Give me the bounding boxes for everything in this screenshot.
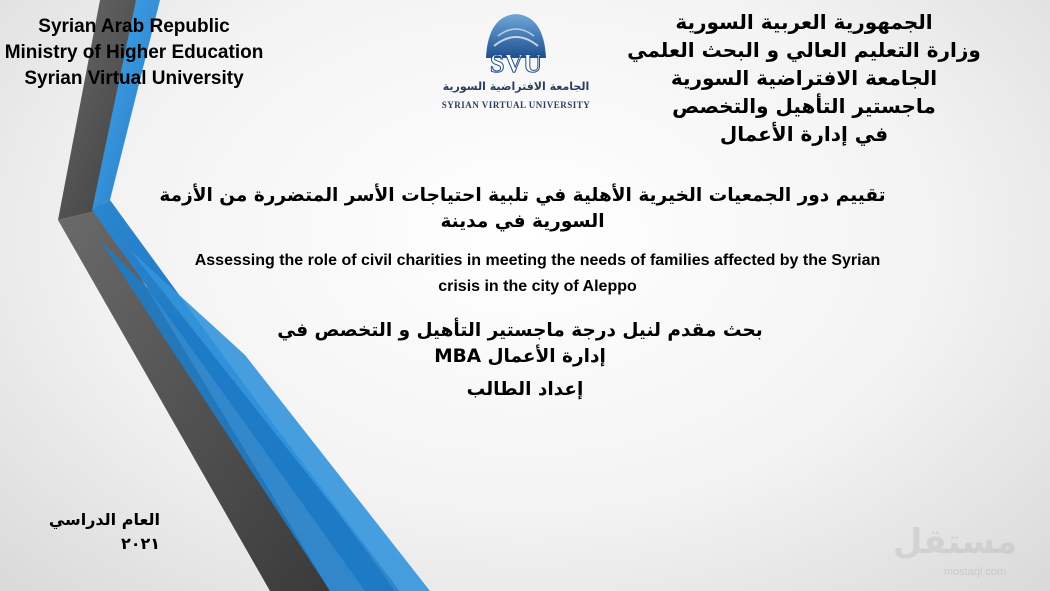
academic-year-value: ٢٠٢١ (120, 534, 160, 553)
english-header (0, 14, 268, 92)
academic-year-label: العام الدراسي (48, 510, 160, 529)
student-label: إعداد الطالب (466, 379, 584, 400)
header-university: Syrian Virtual University (24, 68, 244, 89)
university-logo (436, 6, 596, 116)
logo-name-ar: الجامعة الافتراضية السورية (442, 80, 590, 93)
header-country: Syrian Arab Republic (38, 16, 230, 37)
header-ministry: Ministry of Higher Education (4, 42, 264, 63)
degree-statement (240, 318, 800, 370)
watermark-logo: مستقل (892, 522, 1018, 562)
header-ar-field: في إدارة الأعمال (719, 122, 889, 146)
thesis-title-en: Assessing the role of civil charities in meeting the needs of families affected by the Syrian crisis in the city of Aleppo (194, 252, 881, 295)
degree-line-1: بحث مقدم لنيل درجة ماجستير التأهيل و التخصص في (277, 320, 763, 341)
logo-mark: SVU (489, 49, 543, 78)
thesis-title-ar: تقييم دور الجمعيات الخيرية الأهلية في تلبية احتياجات الأسر المتضررة من الأزمة السورية في مدينة (159, 185, 886, 232)
logo-name-en: SYRIAN VIRTUAL UNIVERSITY (441, 100, 591, 110)
header-ar-ministry: وزارة التعليم العالي و البحث العلمي (627, 38, 981, 62)
arabic-header (614, 8, 994, 148)
header-ar-program: ماجستير التأهيل والتخصص (672, 94, 936, 118)
header-ar-university: الجامعة الافتراضية السورية (670, 66, 938, 90)
watermark-url: mostaql.com (943, 566, 1007, 578)
academic-year (20, 508, 160, 556)
degree-line-2: إدارة الأعمال MBA (434, 346, 606, 367)
university-logo-icon (436, 6, 596, 86)
header-ar-country: الجمهورية العربية السورية (675, 10, 933, 34)
